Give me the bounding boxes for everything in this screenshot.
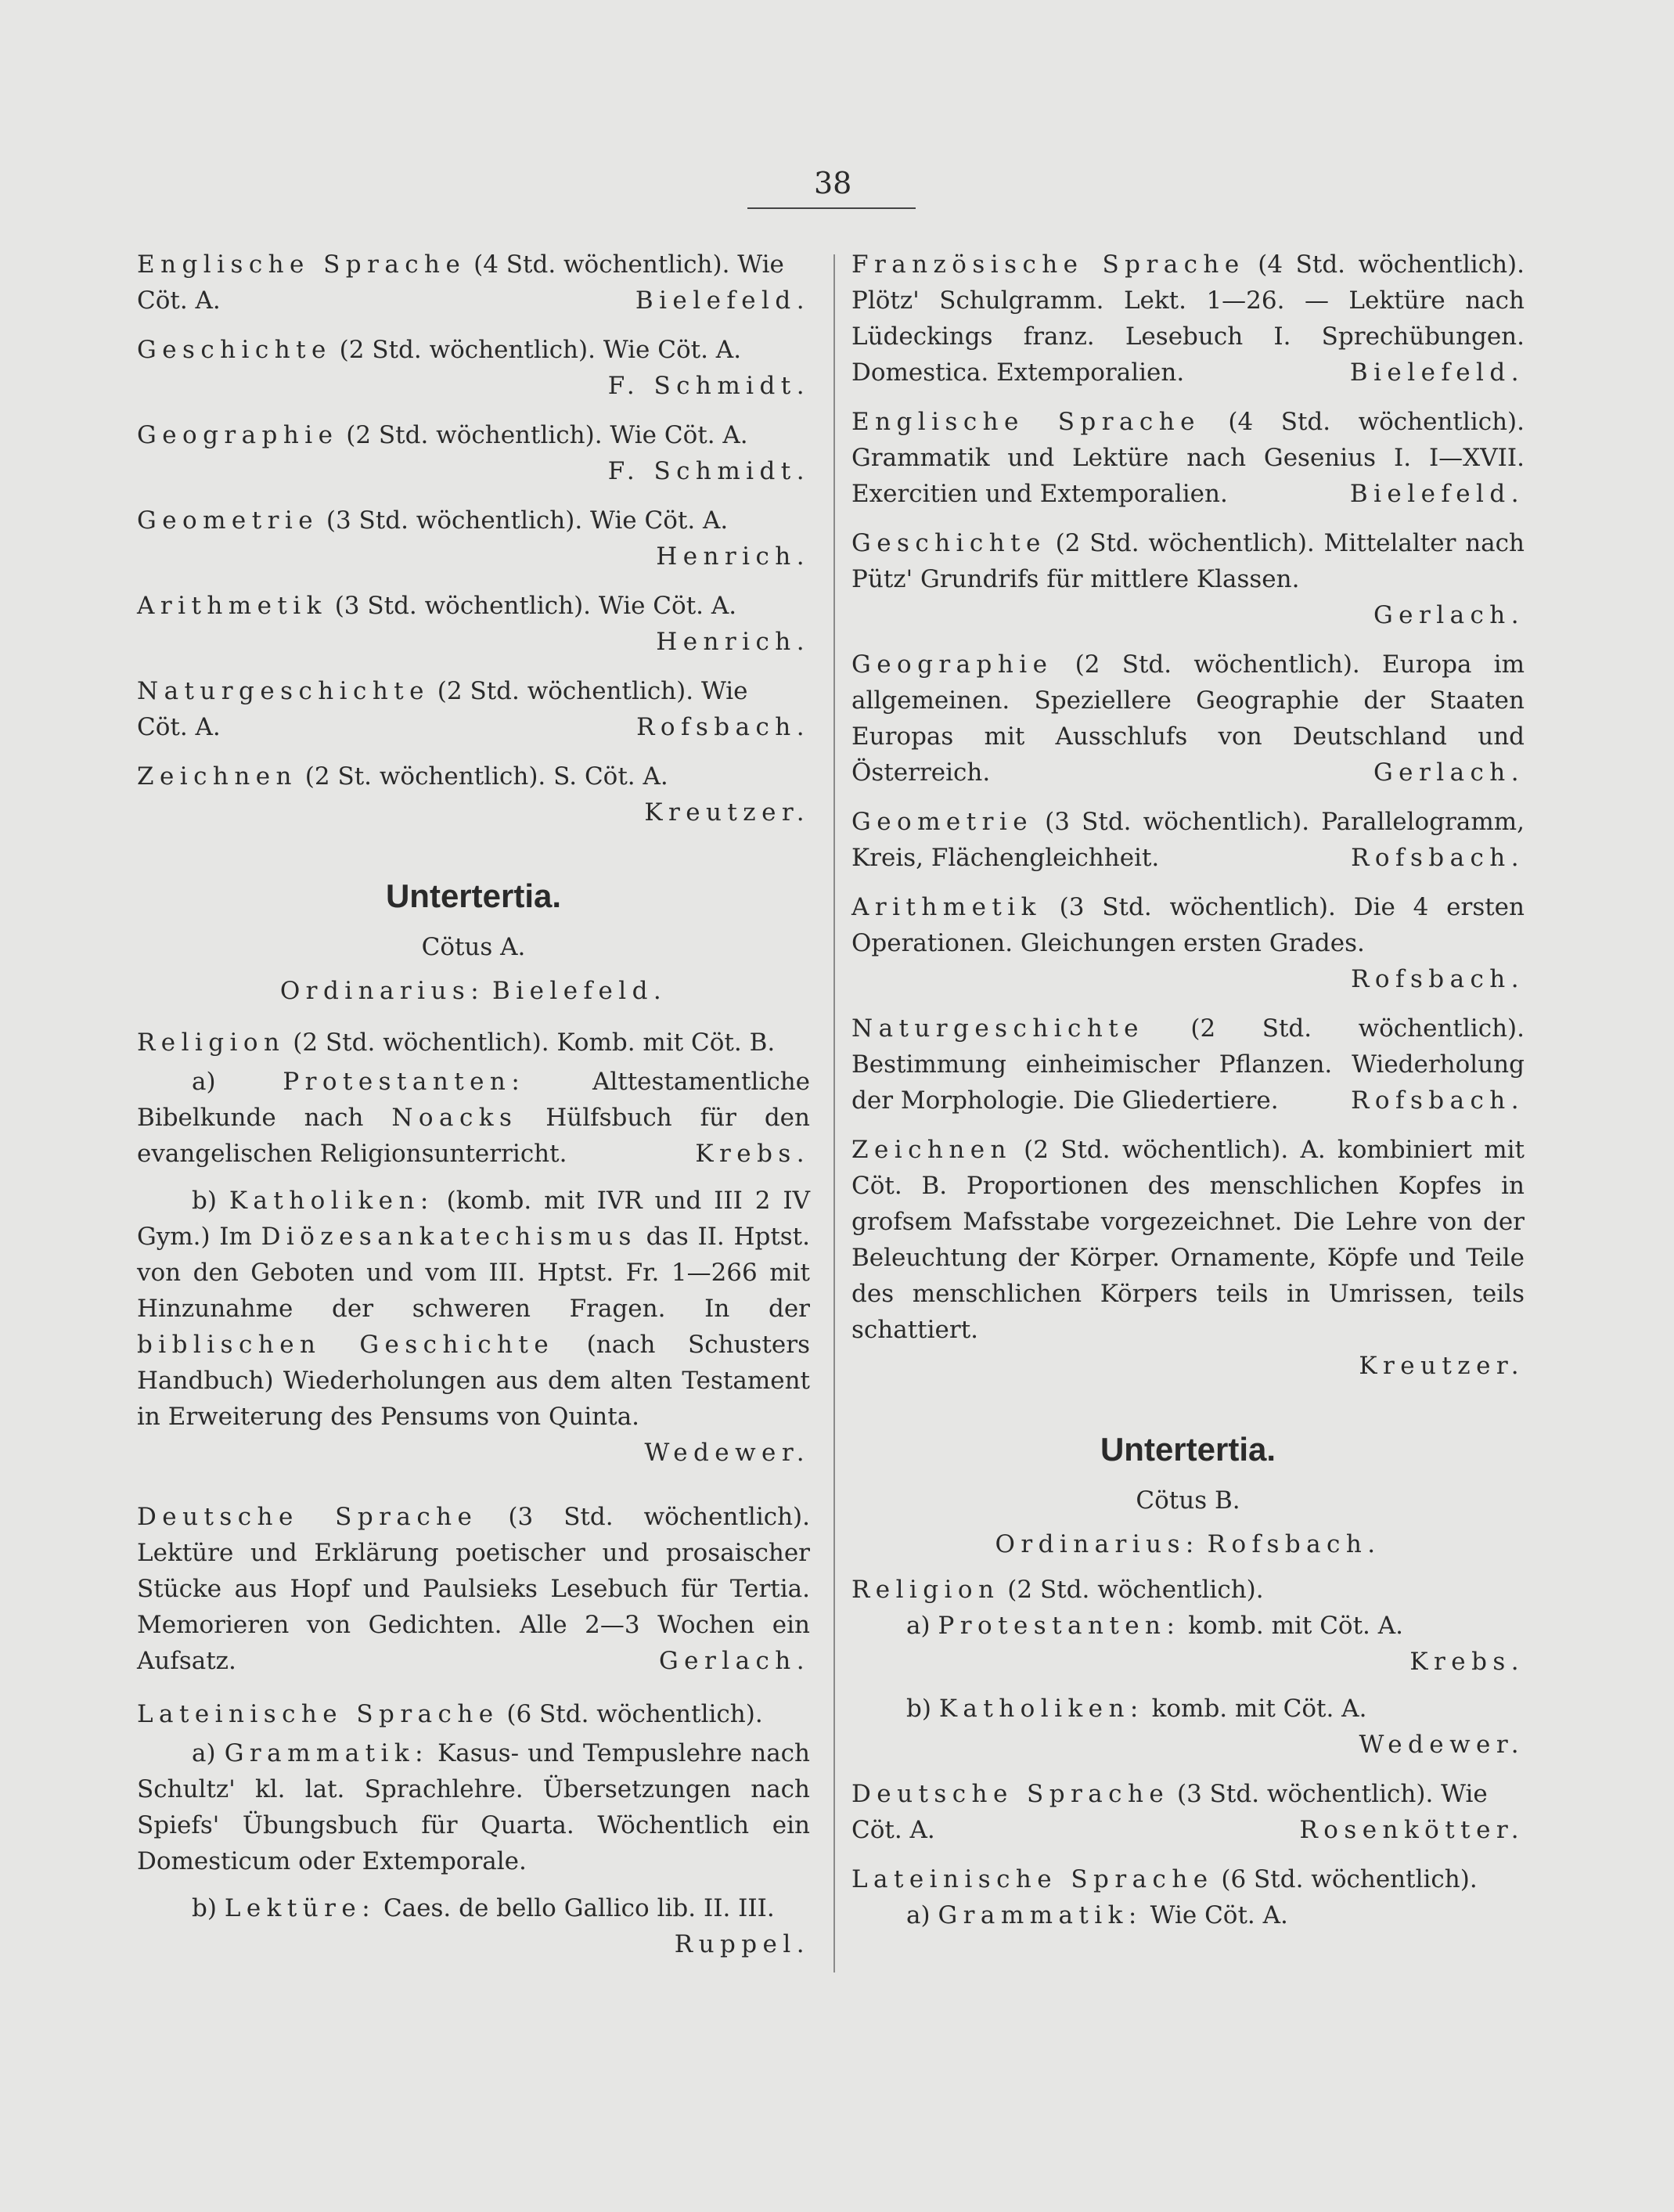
teacher-name: Krebs. (1409, 1648, 1525, 1676)
right-geographie-entry (851, 647, 1525, 791)
entry-text: (6 Std. wöchentlich). (506, 1700, 763, 1728)
ordinarius-label: Ordinarius: (279, 977, 485, 1005)
subject-title: Geographie (851, 650, 1053, 679)
entry-text: (3 Std. wöchentlich). Wie Cöt. A. (334, 592, 737, 620)
sub-term: biblischen Geschichte (137, 1331, 555, 1359)
left-geographie-entry (137, 417, 810, 489)
religion-sub-a (851, 1608, 1525, 1680)
sub-label: Katholiken: (938, 1695, 1144, 1723)
left-englische-entry (137, 247, 810, 319)
entry-first-line (137, 247, 810, 283)
left-zeichnen-entry (137, 758, 810, 830)
sub-text: Caes. de bello Gallico lib. II. III. (383, 1894, 775, 1922)
entry-text: (2 Std. wöchentlich). Bestimmung einheimischer Pflanzen. Wiederholung der Morphologie. Die Gliedertiere. (851, 1014, 1525, 1115)
sub-prefix: a) (192, 1068, 216, 1096)
sub-text-cont: (nach Schusters Handbuch) Wiederholungen aus dem alten Testament in Erweiterung des Pensums von Quinta. (137, 1331, 810, 1431)
subject-title: Religion (137, 1029, 286, 1057)
entry-text: (3 Std. wöchentlich). Lektüre und Erklärung poetischer und prosaischer Stücke aus Hopf und Paulsieks Lesebuch für Tertia. Memorieren von Gedichten. Alle 2—3 Wochen ein Aufsatz. (137, 1503, 811, 1675)
left-arithmetik-entry (137, 588, 810, 660)
ordinarius-name: Bielefeld. (492, 977, 668, 1005)
entry-second-line (137, 283, 810, 319)
teacher-name: Henrich. (656, 542, 810, 571)
entry-text-cont: Cöt. A. (137, 713, 221, 741)
right-naturgeschichte-entry (851, 1011, 1525, 1119)
teacher-name: Kreutzer. (644, 798, 810, 827)
left-religion-entry (137, 1025, 810, 1471)
sub-text: komb. mit Cöt. A. (1188, 1612, 1403, 1640)
page-number: 38 (814, 166, 852, 200)
section-heading: Untertertia. (385, 877, 562, 914)
teacher-name: Rofsbach. (1351, 965, 1525, 993)
sub-text-cont: Hülfsbuch für den evangelischen Religionsunterricht. (137, 1104, 810, 1168)
left-geschichte-entry (137, 332, 810, 404)
sub-prefix: a) (906, 1612, 931, 1640)
entry-text-cont: Cöt. A. (137, 286, 221, 315)
subject-title: Zeichnen (137, 762, 297, 791)
subject-title: Geometrie (851, 808, 1034, 836)
cotus-label: Cötus B. (1136, 1486, 1240, 1515)
latein-sub-a (137, 1735, 810, 1879)
sub-label: Grammatik: (224, 1739, 430, 1767)
subject-title: Religion (851, 1576, 1000, 1604)
section-heading: Untertertia. (1100, 1431, 1276, 1468)
teacher-name: Henrich. (656, 628, 810, 656)
ordinarius-line (137, 973, 810, 1009)
entry-text: (3 Std. wöchentlich). Wie Cöt. A. (326, 506, 729, 535)
entry-text: (4 Std. wöchentlich). Plötz' Schulgramm. Lekt. 1—26. — Lektüre nach Lüdeckings franz. Lesebuch I. Sprechübungen. Domestica. Extemporalien. (851, 250, 1525, 387)
left-geometrie-entry (137, 503, 810, 575)
teacher-name: Bielefeld. (635, 286, 810, 315)
left-latein-entry (137, 1696, 810, 1962)
subject-title: Deutsche Sprache (137, 1503, 478, 1531)
right-latein-entry (851, 1861, 1525, 1933)
left-naturgeschichte-entry (137, 673, 810, 745)
teacher-name: Wedewer. (644, 1439, 810, 1467)
subject-title: Naturgeschichte (137, 677, 430, 705)
teacher-name: Gerlach. (1373, 758, 1525, 787)
teacher-name: Rofsbach. (1351, 1086, 1525, 1115)
religion-sub-b (137, 1183, 810, 1471)
religion-sub-b (851, 1691, 1525, 1763)
teacher-name: Bielefeld. (1349, 358, 1525, 387)
teacher-name: F. Schmidt. (607, 372, 810, 400)
subject-title: Geschichte (137, 336, 332, 364)
sub-text: Alttestamentliche Bibelkunde nach (137, 1068, 811, 1132)
teacher-name: Gerlach. (1373, 601, 1525, 629)
sub-name: Noacks (391, 1104, 518, 1132)
sub-label: Protestanten: (938, 1612, 1181, 1640)
entry-text: (2 Std. wöchentlich). Komb. mit Cöt. B. (293, 1029, 776, 1057)
entry-second-line (137, 709, 810, 745)
right-zeichnen-entry (851, 1132, 1525, 1384)
ordinarius-name: Rofsbach. (1207, 1530, 1381, 1558)
subject-title: Französische Sprache (851, 250, 1245, 279)
teacher-name: Ruppel. (674, 1930, 810, 1958)
teacher-name: Krebs. (695, 1140, 810, 1168)
right-column (851, 247, 1525, 1947)
right-deutsche-entry (851, 1776, 1525, 1848)
teacher-name: Rosenkötter. (1299, 1816, 1525, 1844)
entry-text-cont: Cöt. A. (851, 1816, 935, 1844)
sub-text-cont: das II. Hptst. von den Geboten und vom III. Hptst. Fr. 1—266 mit Hinzunahme der schweren Fragen. In der (137, 1223, 810, 1323)
sub-label: Lektüre: (224, 1894, 376, 1922)
subject-title: Zeichnen (851, 1136, 1012, 1164)
entry-text: (2 Std. wöchentlich). Europa im allgemeinen. Speziellere Geographie der Staaten Europas mit Ausschlufs von Deutschland und Österreich. (851, 650, 1525, 787)
sub-text: Wie Cöt. A. (1150, 1901, 1288, 1929)
subject-title: Arithmetik (137, 592, 327, 620)
teacher-name: Gerlach. (658, 1647, 810, 1675)
entry-text: (4 Std. wöchentlich). Grammatik und Lektüre nach Gesenius I. I—XVII. Exercitien und Extemporalien. (851, 408, 1525, 508)
sub-term: Diözesankatechismus (261, 1223, 637, 1251)
right-geometrie-entry (851, 804, 1525, 876)
teacher-name: F. Schmidt. (607, 457, 810, 485)
right-englische-entry (851, 404, 1525, 512)
sub-prefix: a) (906, 1901, 931, 1929)
sub-label: Katholiken: (229, 1187, 434, 1215)
subject-title: Lateinische Sprache (851, 1865, 1214, 1893)
left-deutsche-entry (137, 1499, 810, 1679)
subject-title: Deutsche Sprache (851, 1780, 1170, 1808)
entry-text: (2 Std. wöchentlich). Wie Cöt. A. (339, 336, 742, 364)
sub-prefix: b) (906, 1695, 931, 1723)
subject-title: Naturgeschichte (851, 1014, 1144, 1043)
subject-title: Englische Sprache (851, 408, 1201, 436)
latein-sub-b (137, 1890, 810, 1962)
ordinarius-label: Ordinarius: (995, 1530, 1200, 1558)
sub-label: Grammatik: (938, 1901, 1143, 1929)
entry-text: (2 Std. wöchentlich). (1007, 1576, 1264, 1604)
entry-text: (6 Std. wöchentlich). (1221, 1865, 1478, 1893)
sub-prefix: b) (192, 1894, 217, 1922)
latein-sub-a (851, 1897, 1525, 1933)
subject-title: Arithmetik (851, 893, 1042, 921)
right-geschichte-entry (851, 525, 1525, 633)
entry-text: (2 Std. wöchentlich). A. kombiniert mit Cöt. B. Proportionen des menschlichen Kopfes in grofsem Mafsstabe vorgezeichnet. Die Lehre von der Beleuchtung der Körper. Ornamente, Köpfe und Teile des menschlichen Körpers teils in Umrissen, teils schattiert. (851, 1136, 1525, 1344)
cotus-label: Cötus A. (421, 933, 526, 961)
sub-prefix: a) (192, 1739, 216, 1767)
left-column (137, 247, 810, 1976)
column-divider (833, 254, 835, 1972)
entry-text: (3 Std. wöchentlich). Die 4 ersten Operationen. Gleichungen ersten Grades. (851, 893, 1525, 957)
teacher-name: Rofsbach. (1351, 844, 1525, 872)
page-number-rule (747, 207, 916, 209)
teacher-name: Wedewer. (1359, 1731, 1525, 1759)
entry-text: (2 Std. wöchentlich). Mittelalter nach Pütz' Grundrifs für mittlere Klassen. (851, 529, 1525, 593)
sub-prefix: b) (192, 1187, 217, 1215)
subject-title: Lateinische Sprache (137, 1700, 499, 1728)
entry-text: (2 Std. wöchentlich). Wie Cöt. A. (346, 421, 748, 449)
entry-text: (2 St. wöchentlich). S. Cöt. A. (304, 762, 668, 791)
religion-sub-a (137, 1064, 810, 1172)
sub-label: Protestanten: (283, 1068, 526, 1096)
teacher-name: Bielefeld. (1349, 480, 1525, 508)
right-franzoesisch-entry (851, 247, 1525, 391)
right-religion-entry (851, 1572, 1525, 1763)
teacher-name: Rofsbach. (636, 713, 810, 741)
subject-title: Englische Sprache (137, 250, 466, 279)
right-arithmetik-entry (851, 889, 1525, 997)
ordinarius-line (851, 1526, 1525, 1562)
entry-second-line (851, 1812, 1525, 1848)
subject-title: Geschichte (851, 529, 1046, 557)
sub-text: (komb. mit IVR und III 2 IV Gym.) Im (137, 1187, 810, 1251)
entry-text: (3 Std. wöchentlich). Parallelogramm, Kreis, Flächengleichheit. (851, 808, 1525, 872)
entry-text: (4 Std. wöchentlich). Wie (473, 250, 784, 279)
entry-text: (3 Std. wöchentlich). Wie (1177, 1780, 1488, 1808)
subject-title: Geographie (137, 421, 339, 449)
entry-text: (2 Std. wöchentlich). Wie (437, 677, 748, 705)
sub-text: Kasus- und Tempuslehre nach Schultz' kl. lat. Sprachlehre. Übersetzungen nach Spiefs' Übungsbuch für Quarta. Wöchentlich ein Domesticum oder Extemporale. (137, 1739, 811, 1875)
teacher-name: Kreutzer. (1359, 1352, 1525, 1380)
subject-title: Geometrie (137, 506, 319, 535)
sub-text: komb. mit Cöt. A. (1151, 1695, 1367, 1723)
